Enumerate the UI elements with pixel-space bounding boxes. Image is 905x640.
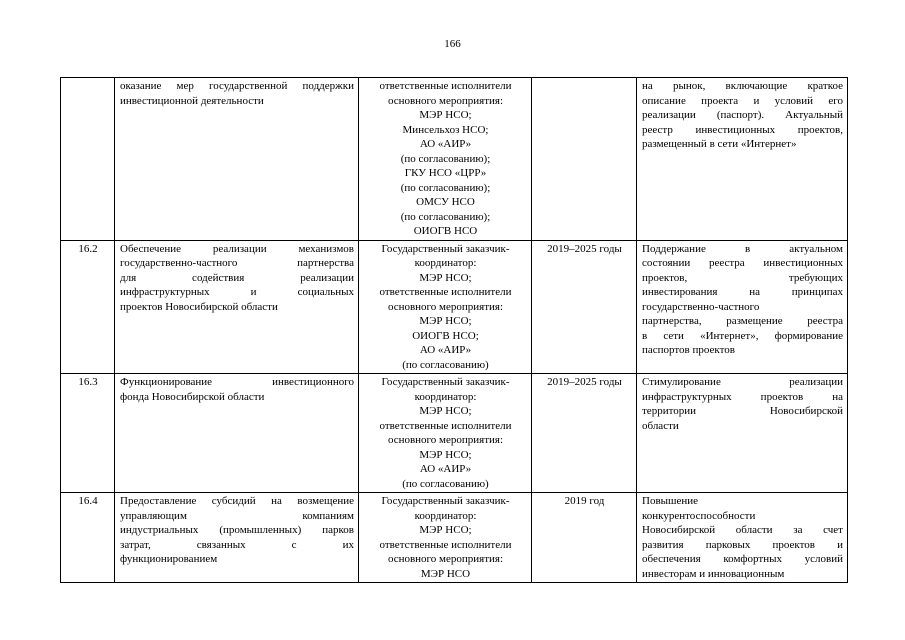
text-line: функционированием (120, 553, 218, 565)
executors (359, 240, 532, 374)
text-line: основного мероприятия: (387, 553, 504, 565)
text-line: МЭР НСО (420, 567, 471, 580)
expected-result (637, 374, 848, 493)
text-line: инвестирования на принципах (642, 286, 843, 298)
table-body (61, 78, 848, 583)
text-line: АО «АИР» (419, 463, 472, 475)
text-line: фонда Новосибирской области (120, 390, 265, 403)
table-row (61, 374, 848, 493)
row-number: 16.4 (61, 493, 115, 583)
text-line: затрат, связанных с их (120, 538, 354, 551)
text-line: состоянии реестра инвестиционных (642, 257, 843, 269)
text-line: основного мероприятия: (387, 94, 504, 107)
table-row (61, 78, 848, 241)
text-line: Новосибирской области за счет (642, 524, 843, 536)
term (532, 78, 637, 241)
term: 2019–2025 годы (532, 240, 637, 374)
text-line: Повышение (642, 495, 699, 507)
measure-name (115, 493, 359, 583)
text-line: координатор: (414, 509, 477, 522)
text-line: (по согласованию) (402, 477, 489, 490)
measure-name (115, 374, 359, 493)
text-line: развития парковых проектов и (642, 538, 843, 551)
text-line: партнерства, размещение реестра (642, 315, 843, 327)
text-line: ответственные исполнители (379, 80, 512, 92)
text-line: координатор: (414, 390, 477, 403)
text-line: государственно-частного партнерства (120, 257, 354, 269)
text-line: Государственный заказчик- (381, 376, 510, 388)
measures-table (60, 77, 848, 583)
text-line: (по согласованию); (400, 152, 491, 165)
text-line: государственно-частного (642, 300, 760, 313)
text-line: основного мероприятия: (387, 300, 504, 313)
text-line: МЭР НСО; (419, 405, 472, 417)
text-line: ГКУ НСО «ЦРР» (404, 167, 487, 179)
text-line: Государственный заказчик- (381, 495, 510, 507)
text-line: ответственные исполнители (379, 286, 512, 298)
text-line: АО «АИР» (419, 344, 472, 356)
text-line: (по согласованию) (402, 358, 489, 371)
text-line: в сети «Интернет», формирование (642, 329, 843, 342)
row-number: 16.2 (61, 240, 115, 374)
text-line: индустриальных (промышленных) парков (120, 524, 354, 536)
text-line: паспортов проектов (642, 344, 735, 356)
text-line: для содействия реализации (120, 271, 354, 284)
text-line: Предоставление субсидий на возмещение (120, 495, 354, 507)
text-line: области (642, 419, 679, 432)
expected-result (637, 78, 848, 241)
measure-name (115, 78, 359, 241)
text-line: ответственные исполнители (379, 538, 512, 551)
text-line: Минсельхоз НСО; (402, 123, 489, 136)
text-line: инвестиционной деятельности (120, 94, 264, 107)
text-line: инвесторам и инновационным (642, 567, 785, 580)
term: 2019–2025 годы (532, 374, 637, 493)
text-line: (по согласованию); (400, 210, 491, 223)
text-line: обеспечения комфортных условий (642, 553, 843, 565)
text-line: размещенный в сети «Интернет» (642, 138, 797, 150)
text-line: ОМСУ НСО (416, 196, 475, 208)
text-line: оказание мер государственной поддержки (120, 80, 354, 92)
text-line: инфраструктурных и социальных (120, 286, 354, 298)
text-line: МЭР НСО; (419, 524, 472, 536)
expected-result (637, 240, 848, 374)
text-line: на рынок, включающие краткое (642, 80, 843, 92)
row-number (61, 78, 115, 241)
text-line: МЭР НСО; (419, 448, 472, 461)
measure-name (115, 240, 359, 374)
page-number: 166 (444, 38, 461, 50)
text-line: Стимулирование реализации (642, 376, 843, 388)
text-line: реализации (паспорт). Актуальный (642, 109, 843, 121)
executors (359, 78, 532, 241)
text-line: территории Новосибирской (642, 405, 843, 417)
text-line: инфраструктурных проектов на (642, 390, 843, 403)
text-line: Обеспечение реализации механизмов (120, 242, 354, 255)
text-line: описание проекта и условий его (642, 94, 843, 107)
row-number: 16.3 (61, 374, 115, 493)
text-line: Функционирование инвестиционного (120, 376, 354, 388)
text-line: координатор: (414, 257, 477, 269)
executors (359, 374, 532, 493)
text-line: ответственные исполнители (379, 419, 512, 432)
text-line: проектов, требующих (642, 271, 843, 284)
text-line: управляющим компаниям (120, 509, 354, 522)
text-line: (по согласованию); (400, 181, 491, 194)
text-line: ОИОГВ НСО; (412, 329, 479, 342)
text-line: МЭР НСО; (419, 271, 472, 284)
expected-result (637, 493, 848, 583)
text-line: основного мероприятия: (387, 434, 504, 446)
text-line: реестр инвестиционных проектов, (642, 123, 843, 136)
text-line: МЭР НСО; (419, 315, 472, 327)
executors (359, 493, 532, 583)
text-line: АО «АИР» (419, 138, 472, 150)
text-line: МЭР НСО; (419, 109, 472, 121)
text-line: Поддержание в актуальном (642, 242, 843, 255)
table-row (61, 240, 848, 374)
text-line: Государственный заказчик- (381, 242, 510, 255)
table-row (61, 493, 848, 583)
text-line: конкурентоспособности (642, 509, 756, 522)
text-line: ОИОГВ НСО (413, 225, 478, 237)
text-line: проектов Новосибирской области (120, 300, 278, 313)
term: 2019 год (532, 493, 637, 583)
